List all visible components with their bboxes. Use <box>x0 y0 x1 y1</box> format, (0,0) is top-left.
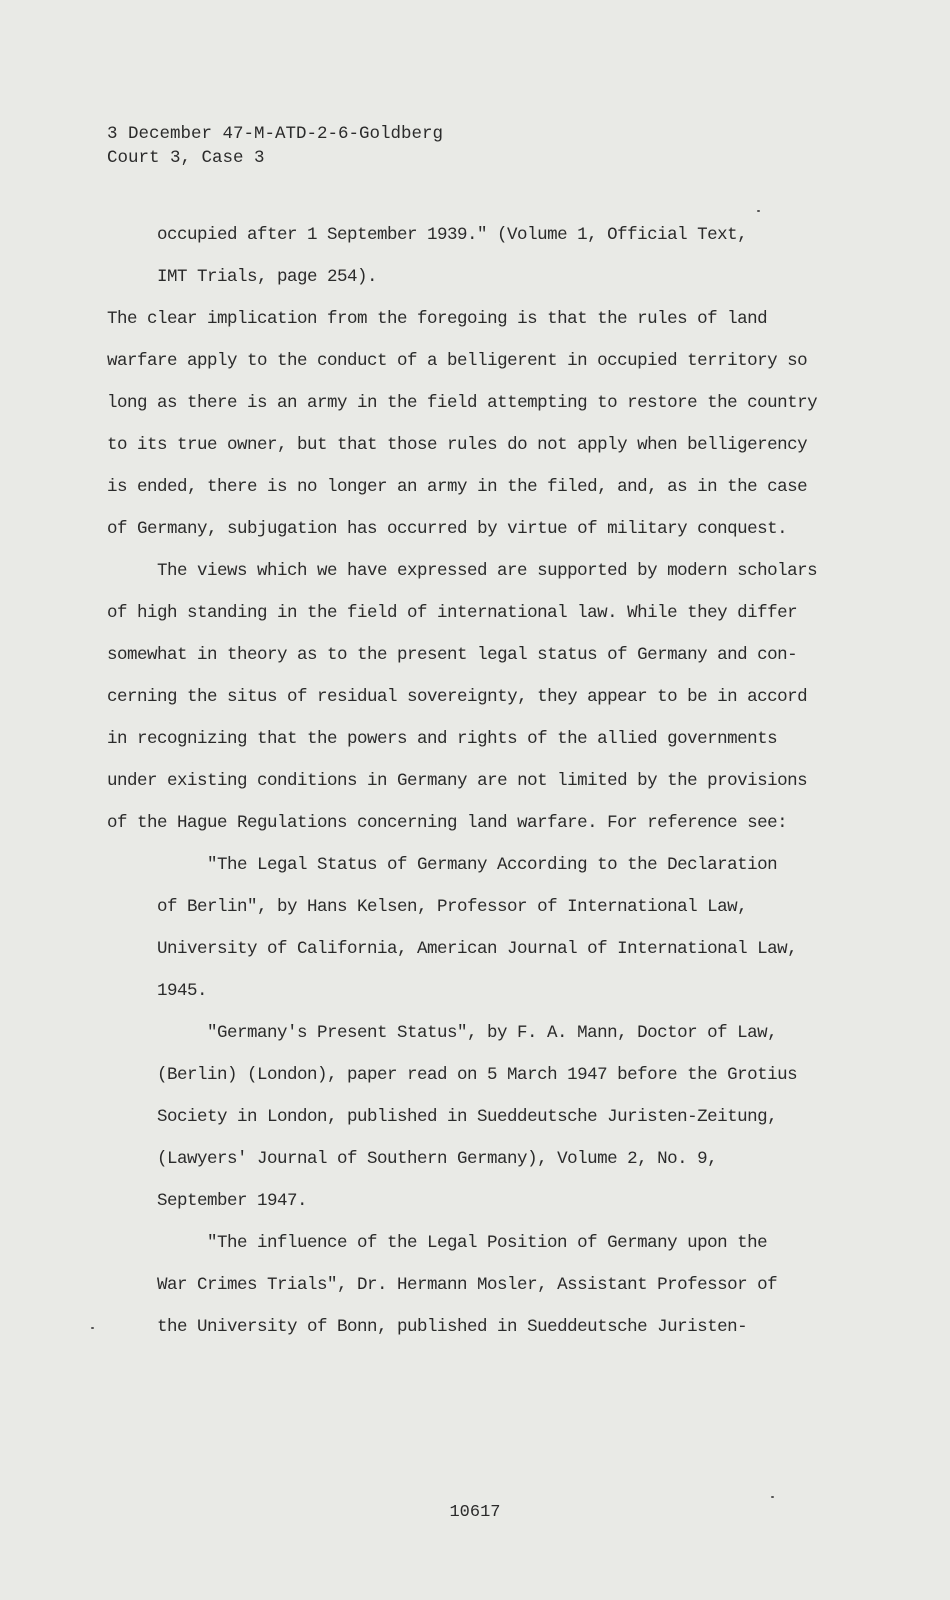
text-line: somewhat in theory as to the present legal status of Germany and con- <box>107 645 798 665</box>
citation-line: "The influence of the Legal Position of Germany upon the <box>207 1233 768 1253</box>
text-line: of Germany, subjugation has occurred by virtue of military conquest. <box>107 519 788 539</box>
citation-line: the University of Bonn, published in Sueddeutsche Juristen- <box>157 1317 748 1337</box>
citation-line: (Lawyers' Journal of Southern Germany), Volume 2, No. 9, <box>157 1149 718 1169</box>
text-line: in recognizing that the powers and rights of the allied governments <box>107 729 778 749</box>
text-line: IMT Trials, page 254). <box>157 267 378 287</box>
text-line: of high standing in the field of international law. While they differ <box>107 603 798 623</box>
citation-line: "The Legal Status of Germany According to the Declaration <box>207 855 778 875</box>
text-line: cerning the situs of residual sovereignty, they appear to be in accord <box>107 687 808 707</box>
paper-speck <box>91 1327 94 1329</box>
text-line: of the Hague Regulations concerning land warfare. For reference see: <box>107 813 788 833</box>
text-line: warfare apply to the conduct of a belligerent in occupied territory so <box>107 351 808 371</box>
citation-line: September 1947. <box>157 1191 308 1211</box>
citation-line: "Germany's Present Status", by F. A. Mann, Doctor of Law, <box>207 1023 778 1043</box>
citation-line: 1945. <box>157 981 208 1001</box>
text-line: occupied after 1 September 1939." (Volume 1, Official Text, <box>157 225 748 245</box>
text-line: The views which we have expressed are supported by modern scholars <box>157 561 818 581</box>
text-line: under existing conditions in Germany are not limited by the provisions <box>107 771 808 791</box>
paper-speck <box>771 1496 774 1498</box>
paper-speck <box>757 210 760 212</box>
header-court-case: Court 3, Case 3 <box>107 148 265 168</box>
citation-line: War Crimes Trials", Dr. Hermann Mosler, Assistant Professor of <box>157 1275 778 1295</box>
page-number: 10617 <box>449 1503 501 1522</box>
citation-line: Society in London, published in Sueddeutsche Juristen-Zeitung, <box>157 1107 778 1127</box>
citation-line: University of California, American Journal of International Law, <box>157 939 798 959</box>
document-header <box>107 122 443 170</box>
citation-line: of Berlin", by Hans Kelsen, Professor of International Law, <box>157 897 748 917</box>
citation-line: (Berlin) (London), paper read on 5 March 1947 before the Grotius <box>157 1065 798 1085</box>
text-line: The clear implication from the foregoing is that the rules of land <box>107 309 768 329</box>
text-line: is ended, there is no longer an army in the filed, and, as in the case <box>107 477 808 497</box>
header-reference: 3 December 47-M-ATD-2-6-Goldberg <box>107 124 444 144</box>
text-line: long as there is an army in the field attempting to restore the country <box>107 393 818 413</box>
text-line: to its true owner, but that those rules do not apply when belligerency <box>107 435 808 455</box>
